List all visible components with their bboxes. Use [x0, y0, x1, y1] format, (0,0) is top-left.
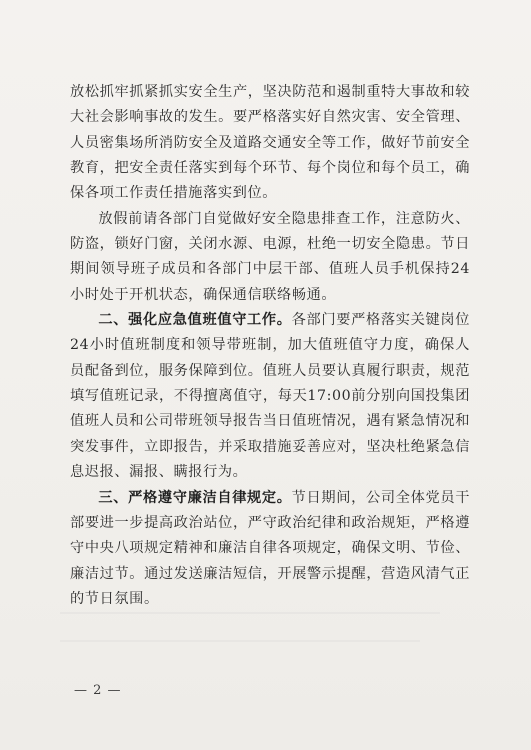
bleed-through-line — [60, 612, 440, 614]
paragraph-text: 各部门要严格落实关键岗位24小时值班制度和领导带班制，加大值班值守力度，确保人员配备到位，服务保障到位。值班人员要认真履行职责，规范填写值班记录，不得擅离值守，每天17:00前分别向国投集团值班人员和公司带班领导报告当日值班情况，遇有紧急情况和突发事件，立即报告，并采取措施妥善应对，坚决杜绝紧急信息迟报、漏报、瞒报行为。 — [70, 312, 470, 481]
paragraph-text: 放假前请各部门自觉做好安全隐患排查工作，注意防火、防盗，锁好门窗，关闭水源、电源，杜绝一切安全隐患。节日期间领导班子成员和各部门中层干部、值班人员手机保持24小时处于开机状态，确保通信联络畅通。 — [70, 210, 470, 303]
paragraph-text: 放松抓牢抓紧抓实安全生产，坚决防范和遏制重特大事故和较大社会影响事故的发生。要严格落实好自然灾害、安全管理、人员密集场所消防安全及道路交通安全等工作，做好节前安全教育，把安全责任落实到每个环节、每个岗位和每个员工，确保各项工作责任措施落实到位。 — [70, 84, 470, 202]
paragraph-holiday-check — [70, 207, 470, 308]
section-duty — [70, 308, 470, 485]
section-integrity — [70, 486, 470, 613]
page-number: — 2 — — [74, 683, 122, 698]
paragraph-text: 节日期间，公司全体党员干部要进一步提高政治站位，严守政治纪律和政治规矩，严格遵守中央八项规定精神和廉洁自律各项规定，确保文明、节俭、廉洁过节。通过发送廉洁短信，开展警示提醒，营造风清气正的节日氛围。 — [70, 489, 470, 607]
body-text — [70, 80, 470, 612]
bleed-through-line — [60, 640, 420, 642]
section-heading: 三、严格遵守廉洁自律规定。 — [98, 489, 292, 506]
section-heading: 二、强化应急值班值守工作。 — [98, 312, 292, 329]
paragraph-continued — [70, 80, 470, 207]
